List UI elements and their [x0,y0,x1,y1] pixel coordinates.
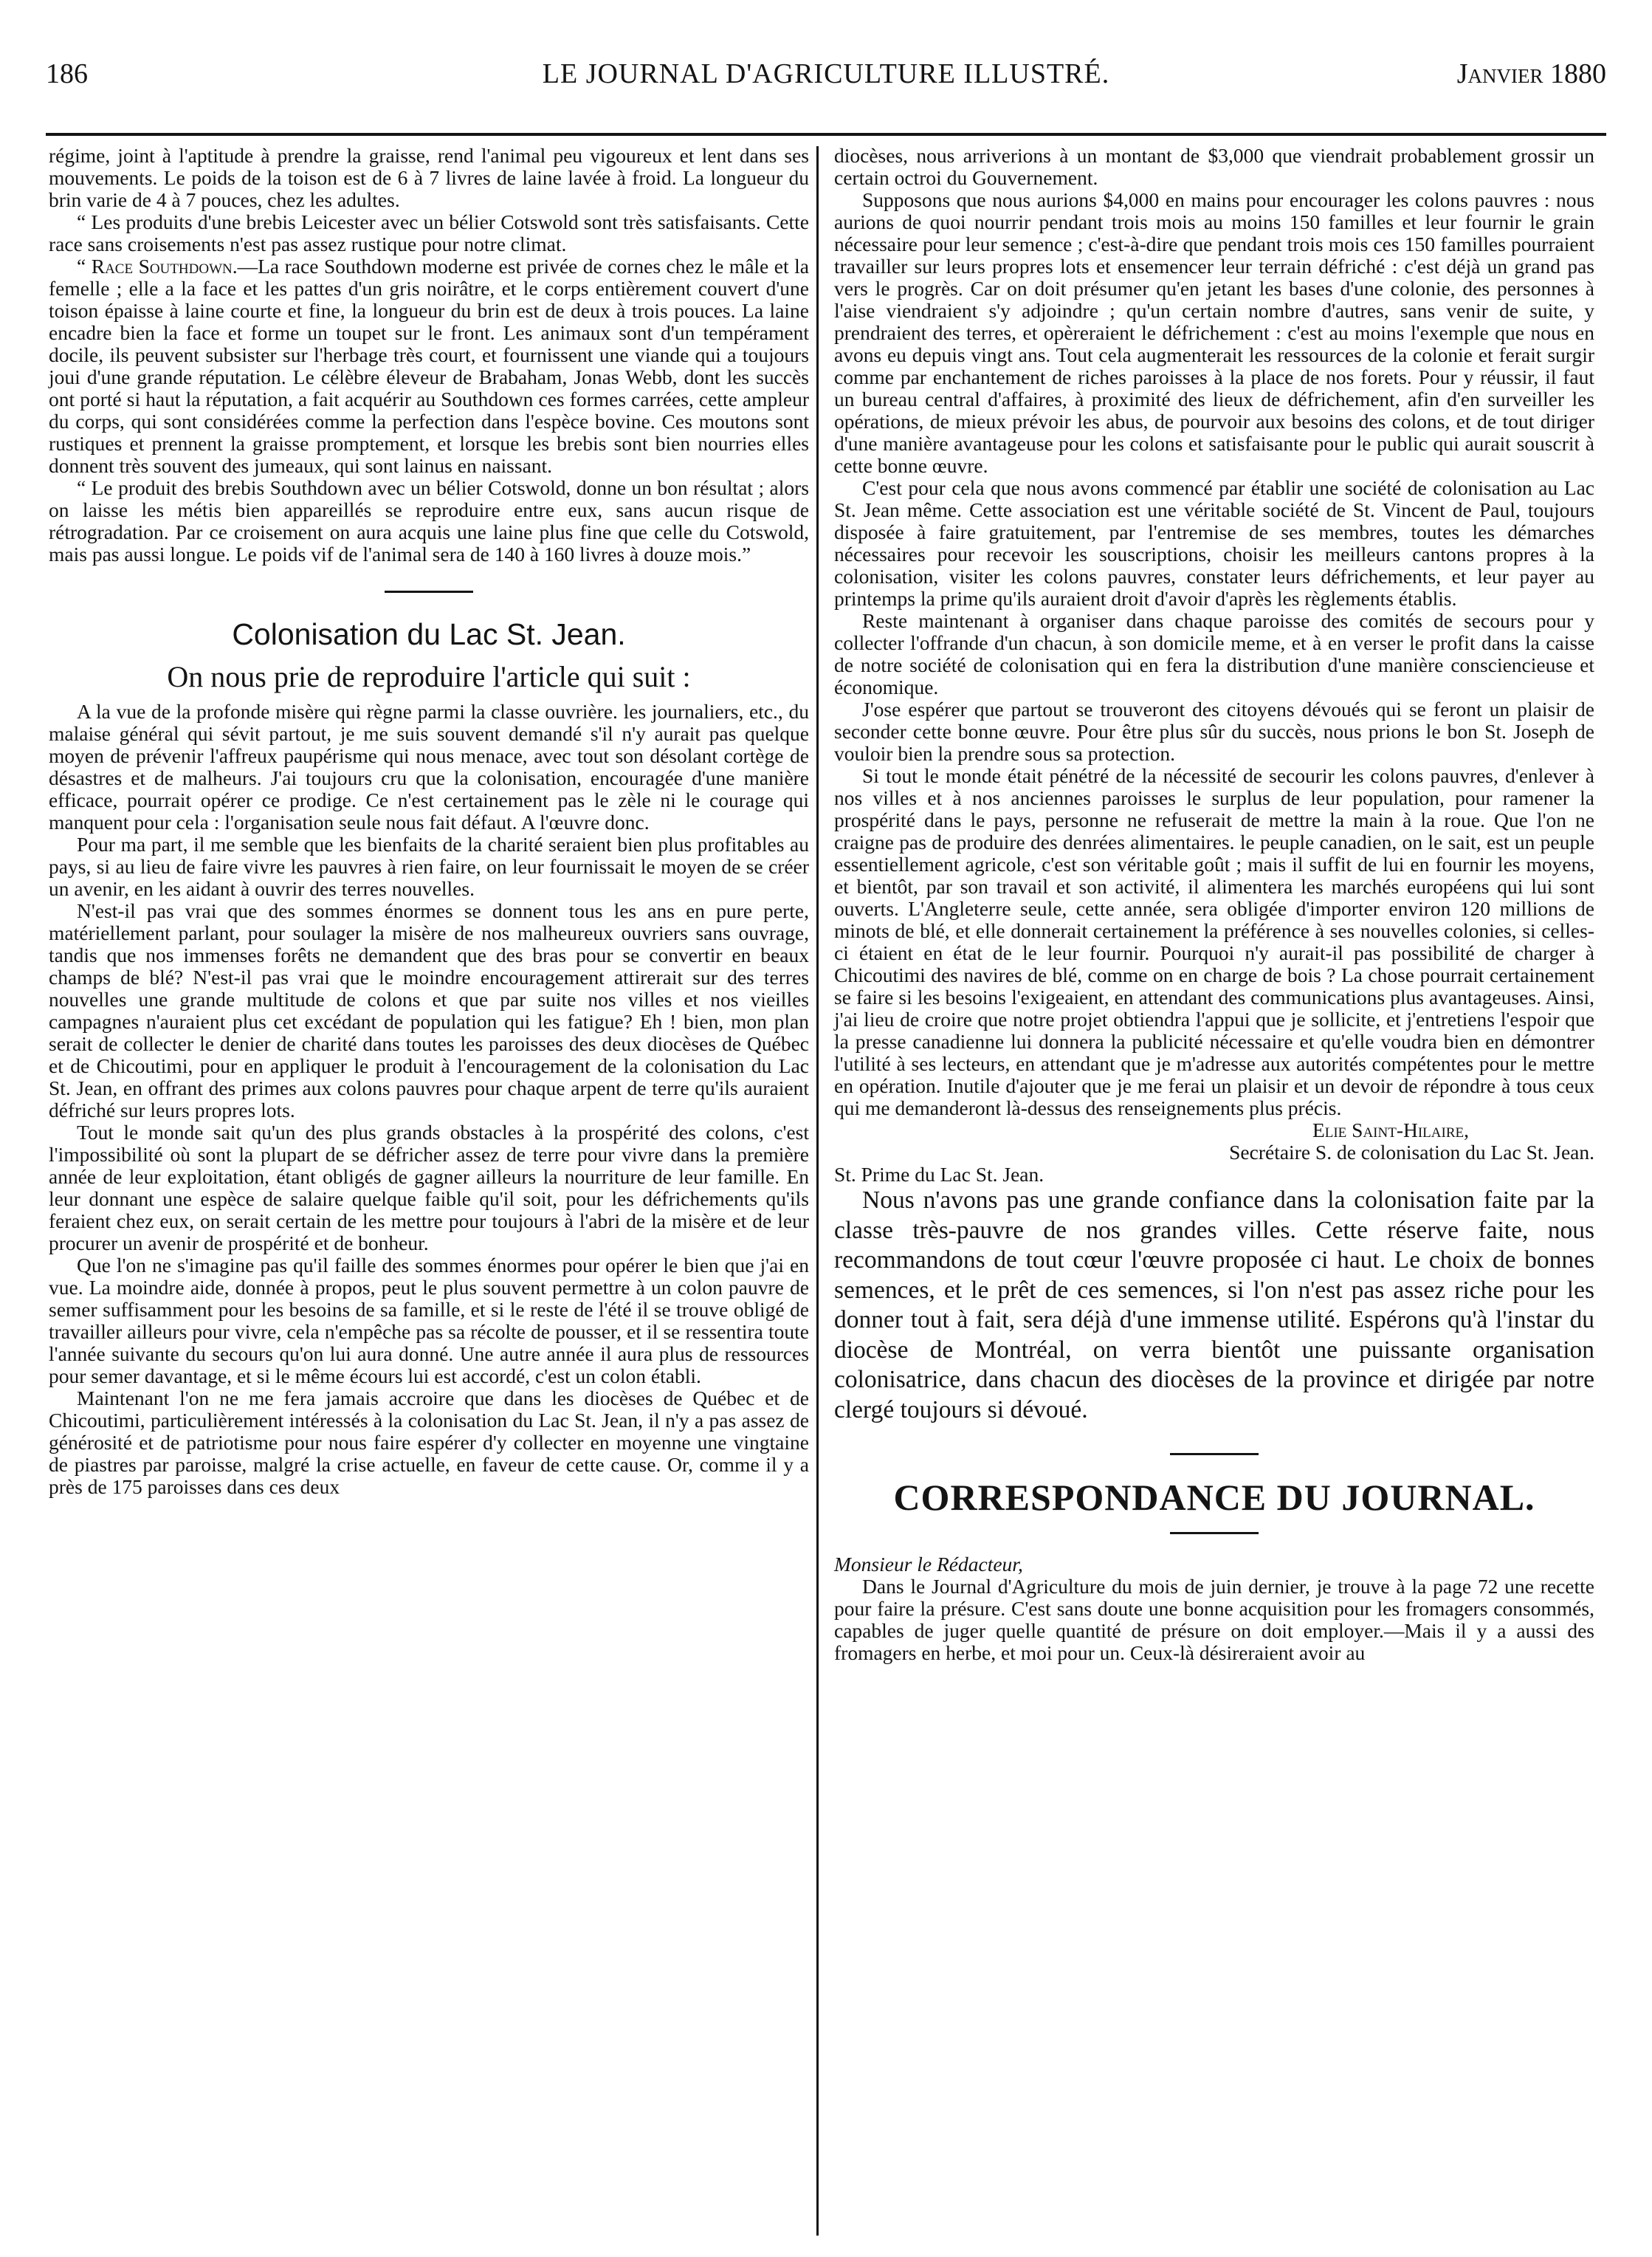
journal-title: LE JOURNAL D'AGRICULTURE ILLUSTRÉ. [542,58,1110,89]
paragraph: Supposons que nous aurions $4,000 en mains pour encourager les colons pauvres : nous aurions de quoi nourrir pendant trois mois au moins 150 familles et leur fournir le grain nécessaire pour leur semence ; c'est-à-dire que pendant trois mois ces 150 familles pourraient travailler sur leurs propres lots et ensemencer leur terrain défriché : c'est déjà un grand pas vers le progrès. Car on doit présumer qu'en jetant les bases d'une colonie, des personnes à l'aise viendraient s'y adjoindre ; qu'un certain nombre d'autres, sans venir de suite, y prendraient des terres, et opèreraient le défrichement : c'est au moins l'exemple que nous en avons eu depuis vingt ans. Tout cela augmenterait les ressources de la colonie et ferait surgir comme par enchantement de riches paroisses à la place de nos forets. Pour y réussir, il faut un bureau central d'affaires, à proximité des lieux de défrichement, afin d'en surveiller les opérations, de mieux prévoir les abus, de pourvoir aux besoins des colons, et de tout diriger d'une manière avantageuse pour les colons et satisfaisante pour le public qui aurait souscrit à cette bonne œuvre. [834,188,1594,477]
dateline-place: St. Prime du Lac St. Jean. [834,1163,1044,1186]
signature-name: Elie Saint-Hilaire, [1312,1119,1469,1141]
paragraph [49,255,809,477]
paragraph: Tout le monde sait qu'un des plus grands obstacles à la prospérité des colons, c'est l'impossibilité où sont la plupart de se défricher assez de terre pour vivre dans la première année de leur exploitation, étant obligés de gagner ailleurs la nourriture de leur famille. En leur donnant une espèce de salaire quelque faible qu'il soit, pour les défrichements qu'ils feraient chez eux, on serait certain de les mettre pour toujours à l'abri de la misère et de leur procurer un avenir de prospérité et de bonheur. [49,1121,809,1254]
paragraph: régime, joint à l'aptitude à prendre la graisse, rend l'animal peu vigoureux et lent dans ses mouvements. Le poids de la toison est de 6 à 7 livres de laine lavée à froid. La longueur du brin varie de 4 à 7 pouces, chez les adultes. [49,144,809,211]
issue-date: Janvier 1880 [1456,58,1606,89]
column-rule [816,146,819,2236]
letter-paragraph: Dans le Journal d'Agriculture du mois de juin dernier, je trouve à la page 72 une recette pour faire la présure. C'est sans doute une bonne acquisition pour les fromagers consommés, capables de juger quelle quantité de présure on doit employer.—Mais il y a aussi des fromagers en herbe, et moi pour un. Ceux-là désireraient avoir au [834,1575,1594,1664]
paragraph: N'est-il pas vrai que des sommes énormes se donnent tous les ans en pure perte, matériellement parlant, pour soulager la misère de nos malheureux ouvriers sans ouvrage, tandis que nos immenses forêts ne demandent que des bras pour se convertir en beaux champs de blé? N'est-il pas vrai que le moindre encouragement attirerait sur des terres nouvelles une grande multitude de colons et que par suite nos villes et nos vieilles campagnes n'auraient plus cet excédant de population qui les fatigue? Eh ! bien, mon plan serait de collecter le denier de charité dans toutes les paroisses des deux diocèses de Québec et de Chicoutimi, pour en appliquer le produit à l'encouragement de la colonisation du Lac St. Jean, en offrant des primes aux colons pauvres pour chaque arpent de terre qu'ils auraient défriché sur leurs propres lots. [49,899,809,1121]
running-head [46,52,1606,96]
paragraph: Maintenant l'on ne me fera jamais accroire que dans les diocèses de Québec et de Chicoutimi, particulièrement intéressés à la colonisation du Lac St. Jean, il n'y a pas assez de générosité et de patriotisme pour nous faire espérer d'y collecter en moyenne une vingtaine de piastres par paroisse, malgré la crise actuelle, en faveur de cette cause. Or, comme il y a près de 175 paroisses dans ces deux [49,1387,809,1498]
salutation: Monsieur le Rédacteur, [834,1553,1023,1576]
sub-heading: On nous prie de reproduire l'article qui suit : [167,660,691,693]
paragraph: Que l'on ne s'imagine pas qu'il faille des sommes énormes pour opérer le bien que j'ai en vue. La moindre aide, donnée à propos, peut le plus souvent permettre à un colon pauvre de semer suffisamment pour les besoins de sa famille, et si le reste de l'été il se trouve obligé de travailler ailleurs pour vivre, cela n'empêche pas sa récolte de pousser, et il se ressentira toute l'année suivante du secours qu'on lui aura donné. Une autre année il aura plus de ressources pour semer davantage, et si le même écours lui est accordé, c'est un colon établi. [49,1254,809,1387]
paragraph: C'est pour cela que nous avons commencé par établir une société de colonisation au Lac St. Jean même. Cette association est une véritable société de St. Vincent de Paul, toujours disposée à faire gratuitement, par l'entremise de ses membres, toutes les démarches nécessaires pour recevoir les souscriptions, choisir les meilleurs cantons propres à la colonisation, visiter les colons pauvres, constater leurs défrichements, et leur payer au printemps la prime qu'ils auraient droit d'avoir d'après les règlements établis. [834,476,1594,610]
paragraph: Si tout le monde était pénétré de la nécessité de secourir les colons pauvres, d'enlever à nos villes et à nos anciennes paroisses le surplus de leur population, pour ramener la prospérité dans le pays, personne ne refuserait de mettre la main à la roue. Que l'on ne craigne pas de produire des denrées alimentaires. le peuple canadien, on le sait, est un peuple essentiellement agricole, c'est son véritable goût ; mais il suffit de lui en fournir les moyens, et bientôt, par son travail et son activité, il alimentera les marchés européens qui lui sont ouverts. L'Angleterre seule, cette année, sera obligée d'importer environ 120 millions de minots de blé, et elle donnerait certainement la préférence à ses nouvelles colonies, si celles-ci étaient en état de le leur fournir. Pourquoi n'y aurait-il pas possibilité de charger à Chicoutimi des navires de blé, comme on en charge de bois ? La chose pourrait certainement se faire si les besoins l'exigeaient, en attendant des communications plus avantageuses. Ainsi, j'ai lieu de croire que notre projet obtiendra l'appui que je sollicite, et j'entretiens l'espoir que la presse canadienne lui donnera la publicité nécessaire et qu'elle voudra bien en démontrer l'utilité à ses lecteurs, en attendant que je m'adresse aux autorités compétentes pour le mettre en opération. Inutile d'ajouter que je me ferai un plaisir et un devoir de répondre à tous ceux qui me demanderont là-dessus des renseignements plus précis. [834,764,1594,1119]
page-number: 186 [46,58,88,89]
right-column [834,145,1594,1664]
left-column [49,145,809,1498]
paragraph-text: —La race Southdown moderne est privée de cornes chez le mâle et la femelle ; elle a la face et les pattes d'un gris noirâtre, et le corps entièrement couvert d'une toison épaisse à laine courte et fine, la longueur du brin est de deux à trois pouces. La laine encadre bien la face et forme un toupet sur le front. Les animaux sont d'un tempérament docile, ils peuvent subsister sur l'herbage très court, et fournissent une viande qui a toujours joui d'une grande réputation. Le célèbre éleveur de Brabaham, Jonas Webb, dont les succès ont porté si haut la réputation, a fait acquérir au Southdown ces formes carrées, cette ampleur du corps, qui sont considérées comme la perfection dans l'espèce bovine. Ces moutons sont rustiques et prennent la graisse promptement, et lorsque les brebis sont bien nourries elles donnent très souvent des jumeaux, qui sont lainus en naissant. [49,255,809,477]
editorial-note: Nous n'avons pas une grande confiance dans la colonisation faite par la classe très-pauvre de nos grandes villes. Cette réserve faite, nous recommandons de tout cœur l'œuvre proposée ci haut. Le choix de bonnes semences, et le prêt de ces semences, si l'on n'est pas assez riche pour les donner tout à fait, sera déjà d'une immense utilité. Espérons qu'à l'instar du diocèse de Montréal, on verra bientôt une puissante organisation colonisatrice, dans chacun des diocèses de la province et dirigée par notre clergé toujours si dévoué. [834,1186,1594,1423]
paragraph: Reste maintenant à organiser dans chaque paroisse des comités de secours pour y collecter l'offrande d'un chacun, à son domicile meme, et à en verser le profit dans la caisse de notre société de colonisation qui en fera la distribution d'une manière consciencieuse et économique. [834,609,1594,698]
paragraph: “ Les produits d'une brebis Leicester avec un bélier Cotswold sont très satisfaisants. Cette race sans croisements n'est pas assez rustique pour notre climat. [49,210,809,255]
header-rule [46,133,1606,136]
paragraph: A la vue de la profonde misère qui règne parmi la classe ouvrière. les journaliers, etc., du malaise général qui sévit partout, je me suis souvent demandé s'il n'y aurait pas quelque moyen de prévenir l'affreux paupérisme qui nous menace, avec tout son désolant cortège de désastres et de malheurs. J'ai toujours cru que la colonisation, encouragée d'une manière efficace, pourrait opérer ce prodige. Ce n'est certainement pas le zèle ni le courage qui manquent pour cela : l'organisation seule nous fait défaut. A l'œuvre donc. [49,700,809,834]
signature-title: Secrétaire S. de colonisation du Lac St. Jean. [1229,1141,1594,1164]
paragraph: “ Le produit des brebis Southdown avec un bélier Cotswold, donne un bon résultat ; alors on laisse les métis bien appareillés se reproduire entre eux, sans aucun risque de rétrogradation. Par ce croisement on aura acquis une laine plus fine que celle du Cotswold, mais pas aussi longue. Le poids vif de l'animal sera de 140 à 160 livres à douze mois.” [49,476,809,566]
paragraph: Pour ma part, il me semble que les bienfaits de la charité seraient bien plus profitables au pays, si au lieu de faire vivre les pauvres à rien faire, on leur fournissait le moyen de se créer un avenir, en les aidant à ouvrir des terres nouvelles. [49,833,809,900]
paragraph: J'ose espérer que partout se trouveront des citoyens dévoués qui se feront un plaisir de seconder cette bonne œuvre. Pour être plus sûr du succès, nous prions le bon St. Joseph de vouloir bien la prendre sous sa protection. [834,698,1594,765]
race-southdown-lead: “ Race Southdown. [77,255,238,278]
correspondence-heading: CORRESPONDANCE DU JOURNAL. [893,1477,1535,1518]
paragraph: diocèses, nous arriverions à un montant de $3,000 que viendrait probablement grossir un certain octroi du Gouvernement. [834,144,1594,189]
section-heading: Colonisation du Lac St. Jean. [232,617,626,651]
